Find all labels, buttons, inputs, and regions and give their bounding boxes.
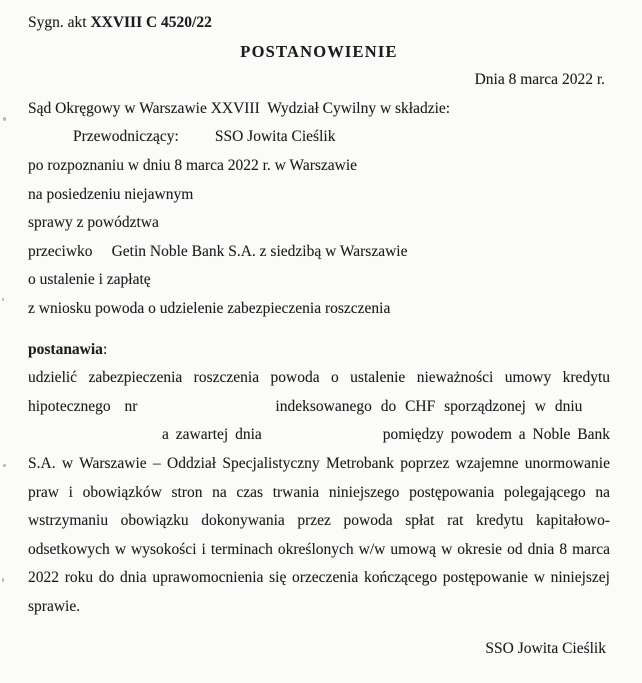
decision-paragraph-line-9: sprawie. — [28, 597, 81, 615]
hearing-line: po rozpoznaniu w dniu 8 marca 2022 r. w Warszawie — [28, 156, 358, 174]
decision-verb-line — [28, 336, 610, 365]
decision-verb-colon: : — [102, 340, 108, 358]
decision-line3-left: a zawartej dnia — [162, 426, 262, 444]
redaction-gap — [28, 421, 162, 450]
decision-paragraph-line-5: praw i obowiązków stron na czas trwania niniejszego postępowania polegającego na — [28, 483, 610, 501]
motion-line: z wniosku powoda o udzielenie zabezpieczenia roszczenia — [28, 299, 391, 317]
session-type-line: na posiedzeniu niejawnym — [28, 185, 194, 203]
decision-verb: postanawia — [28, 340, 103, 358]
claim-intro-line: sprawy z powództwa — [28, 214, 159, 232]
against-label: przeciwko — [28, 242, 93, 260]
decision-line2-left: hipotecznego nr — [28, 397, 138, 415]
case-number-line — [28, 9, 610, 38]
case-number: XXVIII C 4520/22 — [90, 14, 212, 31]
scan-speck — [3, 464, 6, 467]
defendant-name: Getin Noble Bank S.A. z siedzibą w Warszawie — [111, 242, 408, 260]
decision-paragraph-line-3 — [28, 421, 610, 450]
decision-paragraph-line-8: 2022 roku do dnia uprawomocnienia się orzeczenia kończącego postępowanie w niniejszej — [28, 569, 610, 587]
presiding-judge-line — [28, 123, 610, 152]
presiding-judge-name: SSO Jowita Cieślik — [214, 128, 336, 146]
decision-paragraph-line-4: S.A. w Warszawie – Oddział Specjalistyczny Metrobank poprzez wzajemne unormowanie — [28, 454, 610, 472]
document-title: POSTANOWIENIE — [240, 41, 398, 61]
redaction-gap — [262, 421, 383, 450]
decision-line3-right: pomiędzy powodem a Noble Bank — [382, 426, 610, 444]
decision-paragraph-line-1: udzielić zabezpieczenia roszczenia powoda o ustalenie nieważności umowy kredytu — [28, 369, 610, 387]
subject-line: o ustalenie i zapłatę — [28, 271, 151, 289]
court-composition: Sąd Okręgowy w Warszawie XXVIII Wydział Cywilny w składzie: — [28, 99, 451, 117]
judge-signature: SSO Jowita Cieślik — [485, 640, 606, 658]
case-number-label: Sygn. akt — [28, 14, 91, 31]
scan-speck — [2, 578, 4, 582]
scan-speck — [2, 298, 4, 301]
decision-paragraph-line-6: wstrzymaniu obowiązku dokonywania przez powoda spłat rat kredytu kapitałowo- — [28, 512, 610, 530]
document-date: Dnia 8 marca 2022 r. — [474, 71, 605, 89]
decision-paragraph-line-2 — [28, 393, 610, 422]
scan-speck — [3, 117, 6, 121]
decision-paragraph-line-7: odsetkowych w wysokości i terminach określonych w/w umową w okresie od dnia 8 marca — [28, 540, 610, 558]
defendant-line — [28, 238, 610, 267]
presiding-label: Przewodniczący: — [73, 128, 179, 146]
redaction-gap — [137, 393, 275, 422]
decision-line2-right: indeksowanego do CHF sporządzonej w dniu — [275, 397, 583, 415]
